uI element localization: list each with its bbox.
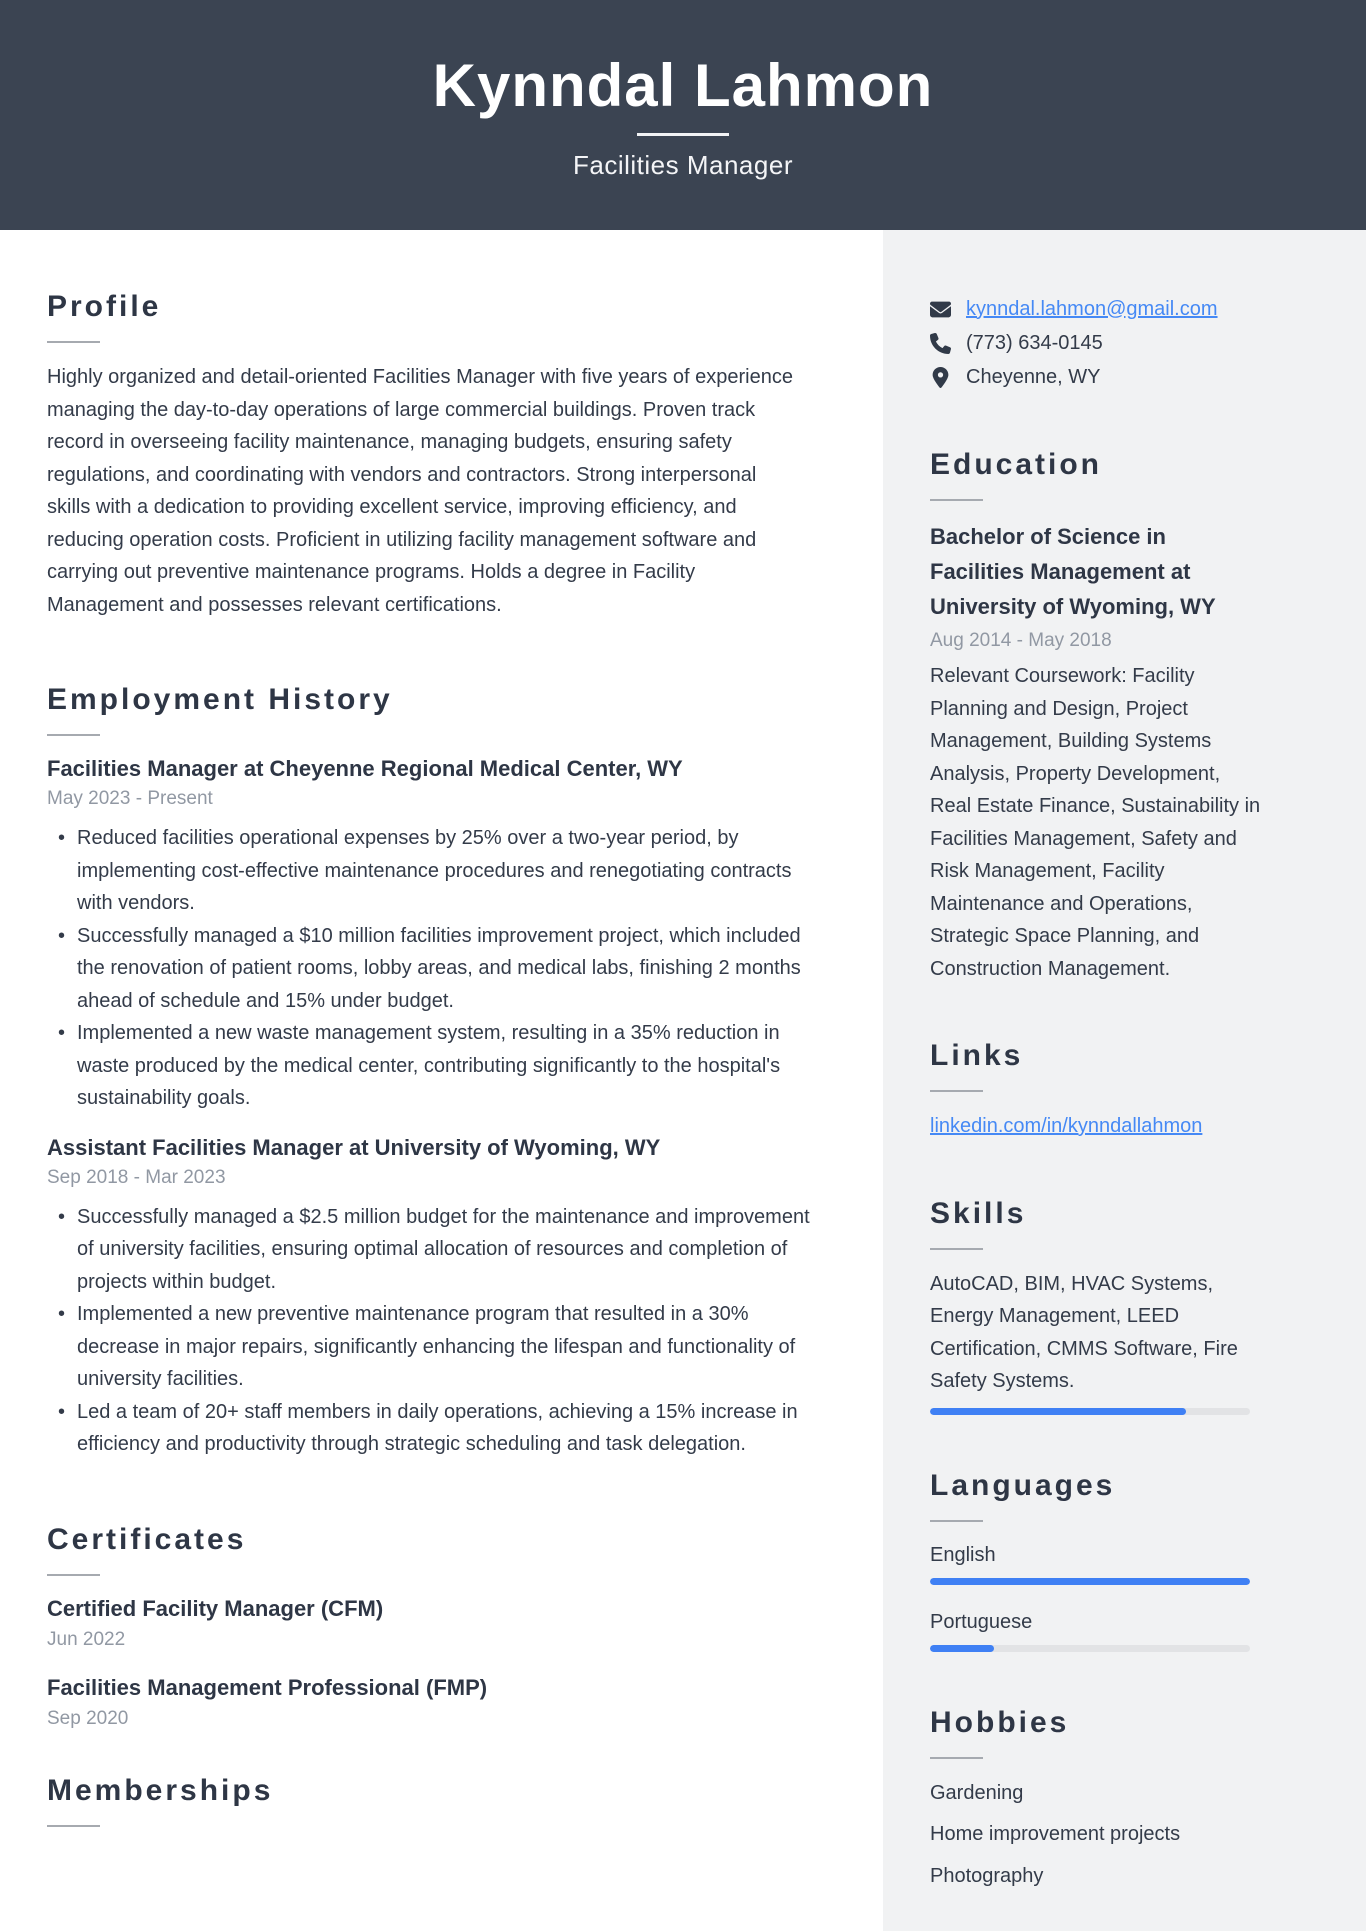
section-divider [47, 1574, 100, 1576]
resume-body [0, 230, 1366, 1931]
language-name: English [930, 1543, 996, 1566]
job-entry [47, 754, 836, 1115]
phone-number: (773) 634-0145 [966, 331, 1103, 354]
job-bullet-list [47, 1201, 810, 1461]
section-divider [930, 1090, 983, 1092]
certificate-date: Jun 2022 [47, 1628, 126, 1650]
job-bullet: • Implemented a new preventive maintenance program that resulted in a 30% decrease in major repairs, significantly enhancing the lifespan and functionality of university facilities. [47, 1298, 810, 1396]
hobby-item: Home improvement projects [930, 1823, 1181, 1845]
certificate-title: Certified Facility Manager (CFM) [47, 1595, 384, 1621]
links-heading: Links [930, 1039, 1024, 1072]
hobby-item: Photography [930, 1864, 1044, 1887]
language-level-fill [930, 1645, 994, 1652]
envelope-icon [930, 299, 951, 320]
candidate-job-title: Facilities Manager [573, 149, 793, 180]
languages-heading: Languages [930, 1468, 1116, 1502]
hobbies-heading: Hobbies [930, 1705, 1070, 1739]
degree-title: Bachelor of Science in Facilities Management at University of Wyoming, WY [930, 524, 1216, 619]
language-level-fill [930, 1578, 1250, 1585]
contact-phone-row [930, 326, 1266, 360]
job-bullet: • Successfully managed a $10 million facilities improvement project, which included the renovation of patient rooms, lobby areas, and medical labs, finishing 2 months ahead of schedule and 15% under budget. [47, 920, 810, 1018]
section-divider [930, 1757, 983, 1759]
job-entry [47, 1133, 836, 1461]
job-bullet: • Successfully managed a $2.5 million budget for the maintenance and improvement of university facilities, ensuring optimal allocation of resources and completion of projects within budget. [47, 1201, 810, 1299]
job-bullet: • Implemented a new waste management system, resulting in a 35% reduction in waste produced by the medical center, contributing significantly to the hospital's sustainability goals. [47, 1017, 810, 1115]
education-heading: Education [930, 448, 1103, 481]
certificate-entry [47, 1673, 836, 1732]
language-level-bar [930, 1578, 1250, 1585]
skills-section [930, 1195, 1266, 1415]
contact-email-row [930, 292, 1266, 326]
main-column [0, 230, 883, 1931]
candidate-name: Kynndal Lahmon [432, 51, 934, 119]
certificate-date: Sep 2020 [47, 1707, 129, 1729]
certificates-heading: Certificates [47, 1522, 247, 1556]
profile-text: Highly organized and detail-oriented Facilities Manager with five years of experience managing the day-to-day operations of large commercial buildings. Proven track record in overseeing facility maintenance, managing budgets, ensuring safety regulations, and coordinating with vendors and contractors. Strong interpersonal skills with a dedication to providing excellent service, improving efficiency, and reducing operation costs. Proficient in utilizing facility management software and carrying out preventive maintenance programs. Holds a degree in Facility Management and possesses relevant certifications. [47, 366, 793, 616]
job-bullet-list [47, 822, 810, 1115]
job-dates: May 2023 - Present [47, 788, 213, 809]
linkedin-link[interactable]: linkedin.com/in/kynndallahmon [930, 1115, 1203, 1137]
links-section [930, 1037, 1266, 1143]
languages-section [930, 1467, 1266, 1652]
phone-icon [930, 333, 951, 354]
profile-section [47, 288, 836, 621]
header-divider [637, 133, 729, 136]
resume-header [0, 0, 1366, 230]
job-bullet: • Led a team of 20+ staff members in daily operations, achieving a 15% increase in efficiency and productivity through strategic scheduling and task delegation. [47, 1396, 810, 1461]
job-title: Assistant Facilities Manager at University of Wyoming, WY [47, 1134, 661, 1160]
language-level-bar [930, 1645, 1250, 1652]
location-text: Cheyenne, WY [966, 365, 1101, 388]
language-name: Portuguese [930, 1610, 1033, 1633]
certificate-entry [47, 1594, 836, 1653]
certificate-title: Facilities Management Professional (FMP) [47, 1674, 488, 1700]
job-dates: Sep 2018 - Mar 2023 [47, 1166, 226, 1188]
skills-level-fill [930, 1408, 1186, 1415]
contact-block [930, 292, 1266, 394]
section-divider [930, 1520, 983, 1522]
skills-level-bar [930, 1408, 1250, 1415]
email-link[interactable]: kynndal.lahmon@gmail.com [966, 297, 1218, 320]
certificates-section [47, 1521, 836, 1732]
language-entry [930, 1540, 1266, 1585]
memberships-heading: Memberships [47, 1773, 274, 1807]
memberships-section [47, 1772, 836, 1827]
job-title: Facilities Manager at Cheyenne Regional Medical Center, WY [47, 756, 683, 781]
location-pin-icon [930, 367, 951, 388]
education-description: Relevant Coursework: Facility Planning and Design, Project Management, Building Systems Analysis, Property Development, Real Estate Finance, Sustainability in Facilities Management, Safety and Risk Management, Facility Maintenance and Operations, Strategic Space Planning, and Construction Management. [930, 665, 1261, 980]
skills-text: AutoCAD, BIM, HVAC Systems, Energy Management, LEED Certification, CMMS Software, Fire Safety Systems. [930, 1272, 1238, 1392]
section-divider [47, 734, 100, 736]
profile-heading: Profile [47, 290, 162, 323]
education-section [930, 446, 1266, 985]
section-divider [930, 499, 983, 501]
contact-location-row [930, 360, 1266, 394]
section-divider [930, 1248, 983, 1250]
hobby-item: Gardening [930, 1781, 1024, 1804]
job-bullet: • Reduced facilities operational expenses by 25% over a two-year period, by implementing cost-effective maintenance procedures and renegotiating contracts with vendors. [47, 822, 810, 920]
sidebar-column [883, 230, 1366, 1931]
section-divider [47, 1825, 100, 1827]
skills-heading: Skills [930, 1196, 1027, 1230]
hobbies-section [930, 1704, 1266, 1893]
employment-heading: Employment History [47, 683, 393, 716]
section-divider [47, 341, 100, 343]
employment-section [47, 681, 836, 1461]
language-entry [930, 1607, 1266, 1652]
education-dates: Aug 2014 - May 2018 [930, 630, 1112, 651]
